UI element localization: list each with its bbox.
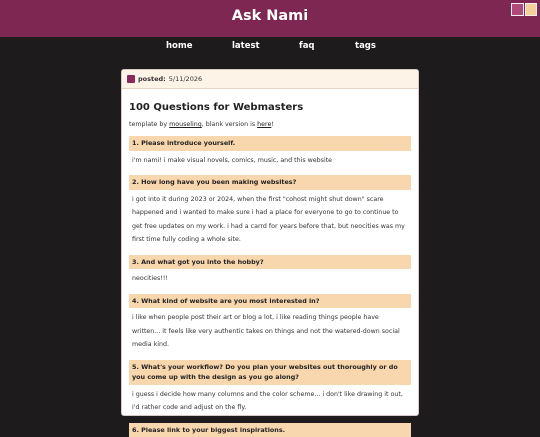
post-title: 100 Questions for Webmasters bbox=[129, 102, 411, 113]
post-intro bbox=[129, 119, 411, 130]
question-heading: 5. What's your workflow? Do you plan your websites out thoroughly or do you come up with the design as you go along? bbox=[129, 360, 411, 385]
answer-text: i'm nami! i make visual novels, comics, music, and this website bbox=[129, 154, 411, 168]
question-heading: 1. Please introduce yourself. bbox=[129, 136, 411, 151]
question-heading: 4. What kind of website are you most interested in? bbox=[129, 294, 411, 309]
post-header bbox=[122, 70, 418, 89]
posted-label: posted: bbox=[138, 75, 166, 83]
nav-faq[interactable]: faq bbox=[299, 41, 315, 51]
intro-middle: , blank version is bbox=[202, 121, 257, 128]
answer-text: neocities!!! bbox=[129, 272, 411, 286]
answer-text: i got into it during 2023 or 2024, when the first "cohost might shut down" scare happened and i wanted to make sure i had a place for everyone to go to continue to get free updates on my work. i had a carrd for years before that, but neocities was my first time fully coding a whole site. bbox=[129, 193, 411, 247]
answer-text: i guess i decide how many columns and the color scheme... i don't like drawing it out, i'd rather code and adjust on the fly. bbox=[129, 388, 411, 415]
blank-version-link[interactable]: here bbox=[257, 121, 271, 128]
intro-prefix: template by bbox=[129, 121, 169, 128]
site-header bbox=[0, 0, 540, 37]
avatar-icon[interactable] bbox=[511, 3, 524, 16]
site-title: Ask Nami bbox=[0, 8, 540, 24]
intro-suffix: ! bbox=[271, 121, 274, 128]
question-heading: 2. How long have you been making websites? bbox=[129, 175, 411, 190]
main-nav bbox=[0, 37, 540, 59]
note-icon[interactable] bbox=[525, 3, 537, 16]
post-avatar bbox=[127, 75, 135, 83]
question-heading: 6. Please link to your biggest inspirations. bbox=[129, 423, 411, 437]
post-body bbox=[122, 102, 418, 437]
nav-latest[interactable]: latest bbox=[232, 41, 260, 51]
post-date: 5/11/2026 bbox=[169, 75, 202, 83]
nav-home[interactable]: home bbox=[166, 41, 193, 51]
post-card bbox=[121, 69, 419, 416]
corner-widget[interactable] bbox=[511, 3, 537, 16]
answer-text: i like when people post their art or blog a lot, i like reading things people have written... it feels like very authentic takes on things and not the watered-down social media kind. bbox=[129, 311, 411, 352]
question-heading: 3. And what got you into the hobby? bbox=[129, 255, 411, 270]
author-link[interactable]: mouseling bbox=[169, 121, 202, 128]
nav-tags[interactable]: tags bbox=[355, 41, 376, 51]
